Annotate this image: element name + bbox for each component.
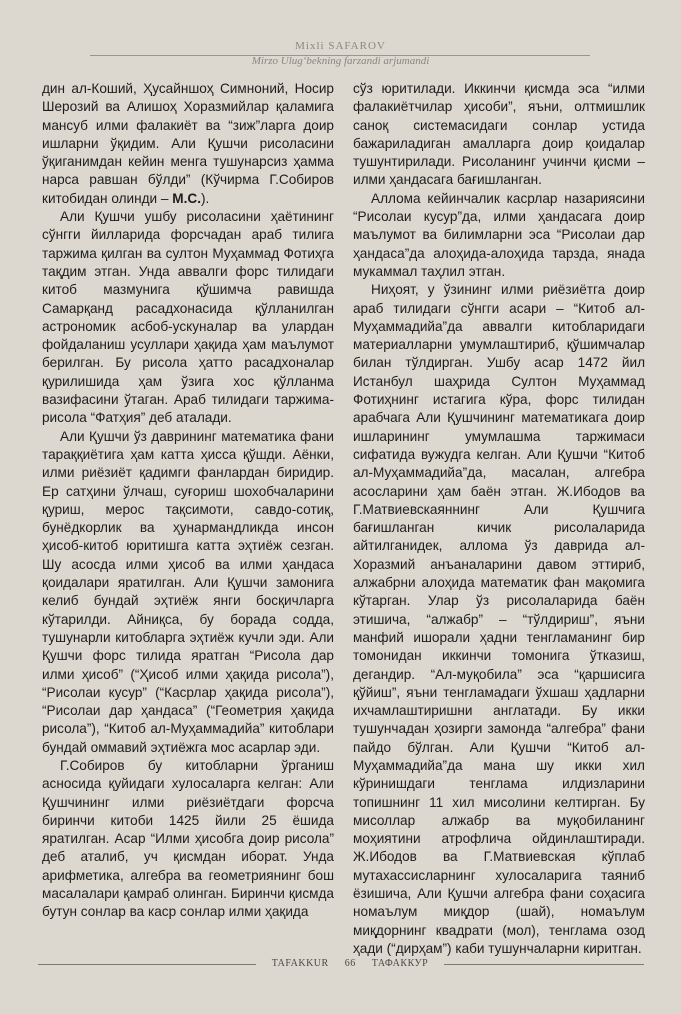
paragraph: сўз юритилади. Иккинчи қисмда эса “илми фалакиётчилар ҳисоби”, яъни, олтмишлик саноқ системасидаги сонлар устида бажариладиган амалларга доир қоидалар тушунтирилади. Рисоланинг учинчи қисми – илми ҳандасага бағишланган. — [353, 81, 645, 188]
left-column — [42, 80, 334, 922]
paragraph: Али Қушчи ўз даврининг математика фани тараққиётига ҳам катта ҳисса қўшди. Аёнки, илми риёзиёт қадимги фанлардан биридир. Ер сатҳини ўлчаш, суғориш шохобчаларини қуриш, мерос тақсимоти, савдо-сотиқ, бунёдкорлик ва ҳунармандликда инсон ҳисоб-китоб юритишга катта эҳтиёж сезган. Шу асосда илми ҳисоб ва илми ҳандаса қоидалари яратилган. Али Қушчи замонига келиб бундай эҳтиёж янги босқичларга кўтарилди. Айниқса, бу борада содда, тушунарли китобларга эҳтиёж кучли эди. Али Қушчи форс тилида яратган “Рисола дар илми ҳисоб” (“Ҳисоб илми ҳақида рисола”), “Рисолаи кусур” (“Касрлар ҳақида рисола”), “Рисолаи дар ҳандаса” (“Геометрия ҳақида рисола”), “Китоб ал-Муҳаммадийа” китоблари бундай оммавий эҳтиёжга мос асарлар эди. — [42, 428, 334, 755]
running-header — [0, 40, 681, 68]
paragraph-end: ). — [200, 190, 210, 206]
page-number: 66 — [344, 958, 356, 969]
initials: М.С. — [172, 190, 201, 206]
paragraph — [42, 80, 334, 208]
paragraph: Ниҳоят, у ўзининг илми риёзиётга доир араб тилидаги сўнгги асари – “Китоб ал-Муҳаммадийа”да аввалги китобларидаги материалларни умумлаштириб, қўшимчалар билан тўлдирган. Ушбу асар 1472 йил Истанбул шаҳрида Султон Муҳаммад Фотиҳнинг истагига кўра, форс тилидан арабчага Али Қушчининг математикага доир ишларининг умумлашма таржимаси сифатида вужудга келган. Али Қушчи “Китоб ал-Муҳаммадийа”да, масалан, алгебра асосларини ҳам баён этган. Ж.Ибодов ва Г.Матвиевскаяннинг Али Қушчига бағишланган кичик рисолаларида айтилганидек, алломa ўз даврида ал-Хоразмий анъаналарини давом эттириб, алжабрни алоҳида математик фан мақомига кўтарган. Улар ўз рисолаларида баён этишича, “алжабр” – “тўлдириш”, яъни манфий ишорали ҳадни тенгламанинг бир томонидан иккинчи томонига ўтказиш, дегандир. “Ал-муқобила” эса “қаршисига қўйиш”, яъни тенгламадаги ўхшаш ҳадларни ихчамлаштиришни англатади. Бу икки тушунчадан ҳозирги замонда “алгебра” фани пайдо бўлган. Али Қушчи “Китоб ал-Муҳаммадийа”да мана шу икки хил кўринишдаги тенглама илдизларини топишнинг 11 хил мисолини келтирган. Бу мисоллар алжабр ва муқобиланинг моҳиятини атрофлича ойдинлаштиради. Ж.Ибодов ва Г.Матвиевская кўплаб мутахассисларнинг хулосаларига таяниб ёзишича, Али Қушчи алгебра фани соҳасига номаълум миқдор (шай), номаълум миқдорнинг квадрати (мол), тенглама озод ҳади (“дирҳам”) каби тушунчаларни киритган. — [353, 282, 645, 956]
paragraph-text: дин ал-Коший, Ҳусайншоҳ Симноний, Носир Шерозий ва Алишоҳ Хоразмийлар қаламига мансуб илми фалакиёт ва “зиж”ларга доир ишларни ўқидим. Али Қушчи рисоласини ўқиганимдан кейин менга тушунарсиз ҳамма нарса равшан бўлди” (Кўчирма Г.Собиров китобидан олинди – — [42, 81, 334, 206]
footer-label-latin: TAFAKKUR — [271, 958, 329, 969]
footer-center — [256, 958, 444, 969]
footer-rule-left — [38, 964, 256, 965]
header-author: Mixli SAFAROV — [295, 40, 386, 52]
right-column — [353, 80, 645, 958]
page-footer — [0, 958, 681, 972]
header-divider — [90, 55, 590, 56]
header-subtitle: Mirzo Ulug‘bekning farzandi arjumandi — [251, 55, 430, 67]
footer-label-cyrillic: ТАФАККУР — [371, 958, 429, 969]
paragraph: Г.Собиров бу китобларни ўрганиш асносида қуйидаги хулосаларга келган: Али Қушчининг илми риёзиётдаги форсча биринчи китоби 1425 йили 25 ёшида яратилган. Асар “Илми ҳисобга доир рисола” деб аталиб, уч қисмдан иборат. Унда арифметика, алгебра ва геометриянинг бош масалалари қамраб олинган. Биринчи қисмда бутун сонлар ва каср сонлар илми ҳақида — [42, 757, 334, 920]
paragraph: Алломa кейинчалик касрлар назариясини “Рисолаи кусур”да, илми ҳандасага доир маълумот ва билимларни эса “Рисолаи дар ҳандаса”да алоҳида-алоҳида тарзда, янада мукаммал таҳлил этган. — [353, 190, 645, 279]
footer-rule-right — [444, 964, 644, 965]
paragraph: Али Қушчи ушбу рисоласини ҳаётининг сўнгги йилларида форсчадан араб тилига таржима қилган ва султон Муҳаммад Фотиҳга тақдим этган. Унда аввалги форс тилидаги китоб мазмунига қўшимча равишда Самарқанд расадхонасида қўлланилган астрономик асбоб-ускуналар ва улардан фойдаланиш усуллари ҳақида ҳам маълумот берилган. Бу рисола ҳатто расадхоналар қурилишида ҳам ўзига хос қўлланма вазифасини ўтаган. Араб тилидаги таржима-рисола “Фатҳия” деб аталади. — [42, 209, 334, 426]
